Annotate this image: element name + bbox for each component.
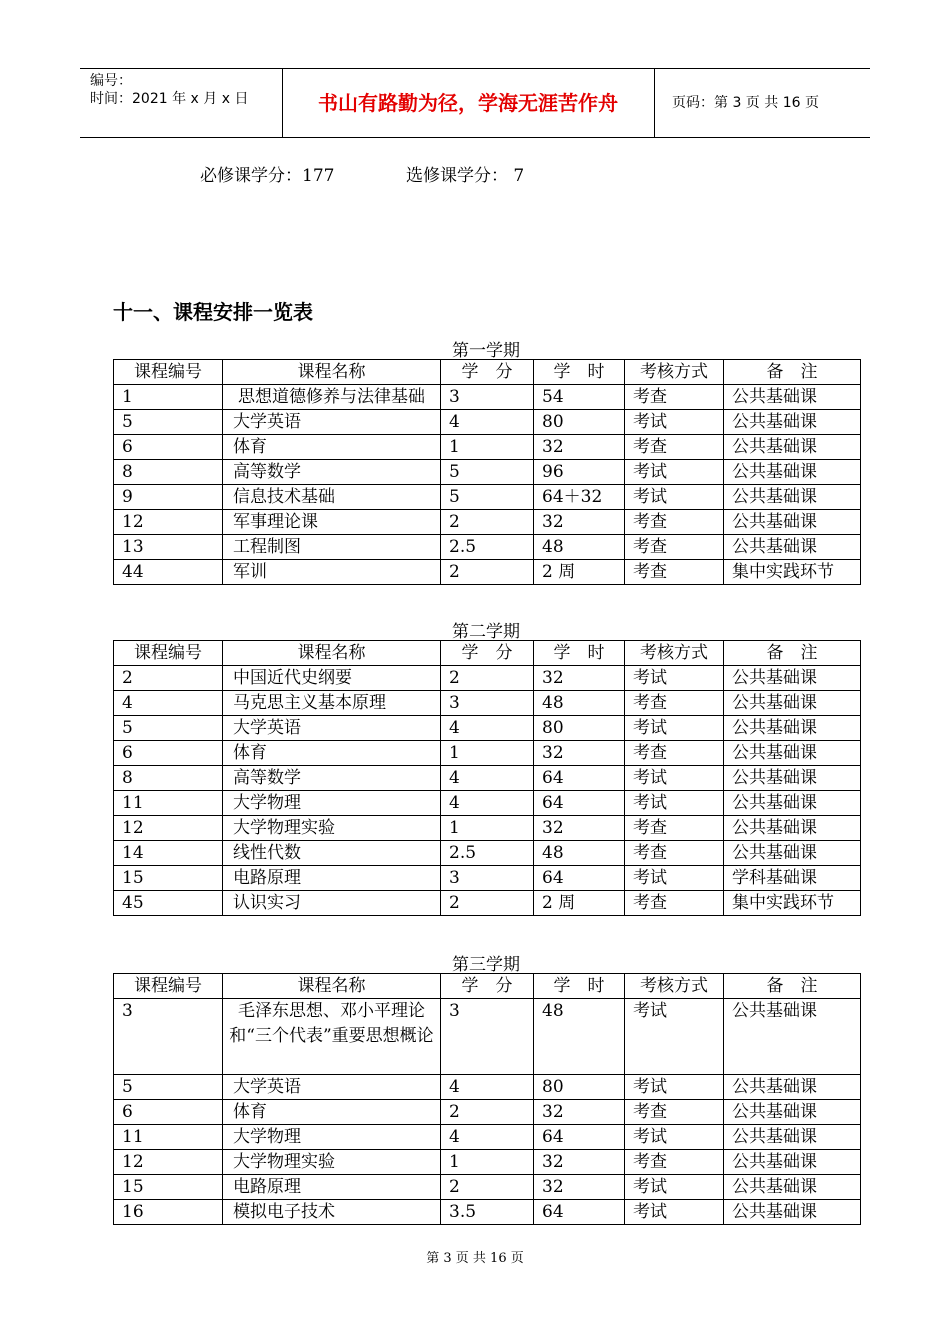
cell-remark: 公共基础课 bbox=[724, 1125, 861, 1150]
cell-course-id: 5 bbox=[114, 1075, 223, 1100]
cell-remark: 集中实践环节 bbox=[724, 560, 861, 585]
cell-course-name: 认识实习 bbox=[223, 891, 441, 916]
cell-remark: 公共基础课 bbox=[724, 1100, 861, 1125]
time-label: 时间：2021 年 x 月 x 日 bbox=[90, 91, 249, 107]
column-header-hours: 学 时 bbox=[534, 360, 625, 385]
table-row bbox=[114, 1175, 861, 1200]
column-header-course-name: 课程名称 bbox=[223, 974, 441, 999]
cell-remark: 公共基础课 bbox=[724, 1175, 861, 1200]
cell-remark: 公共基础课 bbox=[724, 535, 861, 560]
page-info-text: 页码：第 3 页 共 16 页 bbox=[672, 95, 819, 111]
cell-hours: 64 bbox=[534, 766, 625, 791]
cell-assessment: 考查 bbox=[625, 560, 724, 585]
cell-assessment: 考查 bbox=[625, 1100, 724, 1125]
column-header-course-id: 课程编号 bbox=[114, 641, 223, 666]
table-row bbox=[114, 510, 861, 535]
cell-credits: 2 bbox=[441, 666, 534, 691]
cell-credits: 4 bbox=[441, 1075, 534, 1100]
cell-hours: 64 bbox=[534, 1125, 625, 1150]
cell-hours: 32 bbox=[534, 1100, 625, 1125]
cell-hours: 32 bbox=[534, 510, 625, 535]
table-row bbox=[114, 560, 861, 585]
cell-course-id: 45 bbox=[114, 891, 223, 916]
column-header-assessment: 考核方式 bbox=[625, 641, 724, 666]
cell-credits: 2 bbox=[441, 891, 534, 916]
cell-credits: 3 bbox=[441, 999, 534, 1075]
cell-assessment: 考查 bbox=[625, 691, 724, 716]
cell-credits: 2 bbox=[441, 510, 534, 535]
cell-assessment: 考查 bbox=[625, 385, 724, 410]
cell-remark: 公共基础课 bbox=[724, 485, 861, 510]
cell-course-name: 电路原理 bbox=[223, 866, 441, 891]
header-meta bbox=[80, 69, 283, 137]
table-row bbox=[114, 891, 861, 916]
table-row bbox=[114, 716, 861, 741]
cell-course-name: 思想道德修养与法律基础 bbox=[223, 385, 441, 410]
cell-remark: 公共基础课 bbox=[724, 716, 861, 741]
table-row bbox=[114, 866, 861, 891]
cell-course-id: 5 bbox=[114, 410, 223, 435]
table-header-row bbox=[114, 641, 861, 666]
cell-hours: 64＋32 bbox=[534, 485, 625, 510]
cell-course-id: 3 bbox=[114, 999, 223, 1075]
cell-assessment: 考试 bbox=[625, 1175, 724, 1200]
cell-hours: 80 bbox=[534, 410, 625, 435]
column-header-hours: 学 时 bbox=[534, 641, 625, 666]
cell-remark: 公共基础课 bbox=[724, 666, 861, 691]
page-footer: 第 3 页 共 16 页 bbox=[426, 1251, 524, 1266]
cell-credits: 5 bbox=[441, 485, 534, 510]
cell-assessment: 考试 bbox=[625, 866, 724, 891]
cell-course-id: 6 bbox=[114, 741, 223, 766]
cell-course-id: 15 bbox=[114, 866, 223, 891]
cell-assessment: 考试 bbox=[625, 999, 724, 1075]
column-header-course-name: 课程名称 bbox=[223, 360, 441, 385]
cell-hours: 32 bbox=[534, 1150, 625, 1175]
cell-credits: 3.5 bbox=[441, 1200, 534, 1225]
column-header-course-id: 课程编号 bbox=[114, 360, 223, 385]
cell-assessment: 考试 bbox=[625, 485, 724, 510]
cell-course-id: 8 bbox=[114, 460, 223, 485]
cell-course-name: 马克思主义基本原理 bbox=[223, 691, 441, 716]
table-row bbox=[114, 1200, 861, 1225]
table-row bbox=[114, 741, 861, 766]
cell-hours: 64 bbox=[534, 791, 625, 816]
cell-remark: 学科基础课 bbox=[724, 866, 861, 891]
column-header-remark: 备 注 bbox=[724, 360, 861, 385]
cell-course-name: 体育 bbox=[223, 1100, 441, 1125]
cell-course-id: 4 bbox=[114, 691, 223, 716]
cell-course-name: 高等数学 bbox=[223, 766, 441, 791]
cell-course-id: 11 bbox=[114, 791, 223, 816]
cell-course-id: 6 bbox=[114, 435, 223, 460]
column-header-remark: 备 注 bbox=[724, 641, 861, 666]
cell-credits: 2.5 bbox=[441, 841, 534, 866]
cell-course-name: 军训 bbox=[223, 560, 441, 585]
cell-remark: 公共基础课 bbox=[724, 841, 861, 866]
cell-hours: 2 周 bbox=[534, 560, 625, 585]
page-header bbox=[80, 68, 870, 138]
cell-course-id: 16 bbox=[114, 1200, 223, 1225]
cell-course-name: 毛泽东思想、邓小平理论和“三个代表”重要思想概论 bbox=[223, 999, 441, 1075]
table-row bbox=[114, 666, 861, 691]
cell-course-id: 5 bbox=[114, 716, 223, 741]
cell-hours: 80 bbox=[534, 1075, 625, 1100]
cell-course-id: 13 bbox=[114, 535, 223, 560]
cell-assessment: 考试 bbox=[625, 460, 724, 485]
table-row bbox=[114, 766, 861, 791]
table-row bbox=[114, 460, 861, 485]
cell-remark: 公共基础课 bbox=[724, 510, 861, 535]
table-row bbox=[114, 535, 861, 560]
column-header-hours: 学 时 bbox=[534, 974, 625, 999]
cell-course-name: 工程制图 bbox=[223, 535, 441, 560]
cell-remark: 公共基础课 bbox=[724, 435, 861, 460]
cell-credits: 3 bbox=[441, 691, 534, 716]
cell-course-name: 大学物理 bbox=[223, 791, 441, 816]
cell-assessment: 考试 bbox=[625, 766, 724, 791]
cell-hours: 32 bbox=[534, 666, 625, 691]
term-title: 第二学期 bbox=[452, 622, 520, 642]
course-table-term-1 bbox=[113, 359, 861, 585]
cell-course-id: 9 bbox=[114, 485, 223, 510]
cell-course-id: 12 bbox=[114, 510, 223, 535]
cell-hours: 48 bbox=[534, 691, 625, 716]
cell-remark: 公共基础课 bbox=[724, 816, 861, 841]
table-row bbox=[114, 410, 861, 435]
cell-course-id: 11 bbox=[114, 1125, 223, 1150]
cell-course-name: 模拟电子技术 bbox=[223, 1200, 441, 1225]
serial-label: 编号： bbox=[90, 73, 132, 89]
cell-course-name: 大学英语 bbox=[223, 410, 441, 435]
cell-course-id: 15 bbox=[114, 1175, 223, 1200]
cell-assessment: 考试 bbox=[625, 1075, 724, 1100]
cell-course-id: 44 bbox=[114, 560, 223, 585]
table-row bbox=[114, 1150, 861, 1175]
cell-remark: 集中实践环节 bbox=[724, 891, 861, 916]
cell-credits: 2 bbox=[441, 560, 534, 585]
cell-credits: 5 bbox=[441, 460, 534, 485]
cell-course-id: 14 bbox=[114, 841, 223, 866]
cell-course-name: 高等数学 bbox=[223, 460, 441, 485]
table-row bbox=[114, 1100, 861, 1125]
cell-remark: 公共基础课 bbox=[724, 691, 861, 716]
cell-remark: 公共基础课 bbox=[724, 766, 861, 791]
cell-remark: 公共基础课 bbox=[724, 1150, 861, 1175]
cell-course-name: 电路原理 bbox=[223, 1175, 441, 1200]
column-header-course-id: 课程编号 bbox=[114, 974, 223, 999]
table-header-row bbox=[114, 360, 861, 385]
cell-hours: 32 bbox=[534, 435, 625, 460]
column-header-credits: 学 分 bbox=[441, 641, 534, 666]
cell-course-name: 中国近代史纲要 bbox=[223, 666, 441, 691]
cell-assessment: 考查 bbox=[625, 510, 724, 535]
section-title: 十一、课程安排一览表 bbox=[113, 300, 313, 324]
cell-remark: 公共基础课 bbox=[724, 410, 861, 435]
cell-hours: 32 bbox=[534, 816, 625, 841]
column-header-assessment: 考核方式 bbox=[625, 974, 724, 999]
cell-remark: 公共基础课 bbox=[724, 791, 861, 816]
cell-hours: 64 bbox=[534, 866, 625, 891]
cell-assessment: 考查 bbox=[625, 741, 724, 766]
cell-credits: 1 bbox=[441, 1150, 534, 1175]
cell-hours: 64 bbox=[534, 1200, 625, 1225]
cell-course-id: 8 bbox=[114, 766, 223, 791]
table-row bbox=[114, 435, 861, 460]
cell-course-name: 线性代数 bbox=[223, 841, 441, 866]
table-row bbox=[114, 841, 861, 866]
term-title: 第三学期 bbox=[452, 955, 520, 975]
cell-assessment: 考试 bbox=[625, 666, 724, 691]
cell-credits: 4 bbox=[441, 791, 534, 816]
cell-assessment: 考查 bbox=[625, 435, 724, 460]
cell-course-name: 体育 bbox=[223, 741, 441, 766]
cell-assessment: 考查 bbox=[625, 1150, 724, 1175]
table-row bbox=[114, 485, 861, 510]
term-title: 第一学期 bbox=[452, 341, 520, 361]
table-row bbox=[114, 691, 861, 716]
cell-hours: 48 bbox=[534, 999, 625, 1075]
cell-credits: 2 bbox=[441, 1100, 534, 1125]
table-row bbox=[114, 385, 861, 410]
cell-credits: 4 bbox=[441, 766, 534, 791]
cell-course-name: 大学英语 bbox=[223, 716, 441, 741]
cell-credits: 2.5 bbox=[441, 535, 534, 560]
course-table-term-3 bbox=[113, 973, 861, 1225]
cell-credits: 1 bbox=[441, 435, 534, 460]
cell-assessment: 考查 bbox=[625, 841, 724, 866]
cell-assessment: 考试 bbox=[625, 1125, 724, 1150]
cell-assessment: 考试 bbox=[625, 716, 724, 741]
table-row bbox=[114, 791, 861, 816]
column-header-course-name: 课程名称 bbox=[223, 641, 441, 666]
cell-course-name: 体育 bbox=[223, 435, 441, 460]
table-row bbox=[114, 1125, 861, 1150]
column-header-remark: 备 注 bbox=[724, 974, 861, 999]
cell-assessment: 考试 bbox=[625, 791, 724, 816]
column-header-credits: 学 分 bbox=[441, 360, 534, 385]
table-row bbox=[114, 999, 861, 1075]
header-motto: 书山有路勤为径，学海无涯苦作舟 bbox=[282, 69, 655, 137]
cell-course-name: 信息技术基础 bbox=[223, 485, 441, 510]
table-header-row bbox=[114, 974, 861, 999]
table-row bbox=[114, 816, 861, 841]
cell-remark: 公共基础课 bbox=[724, 385, 861, 410]
header-page-info bbox=[664, 69, 870, 137]
cell-course-id: 6 bbox=[114, 1100, 223, 1125]
cell-course-id: 1 bbox=[114, 385, 223, 410]
cell-remark: 公共基础课 bbox=[724, 741, 861, 766]
elective-credits: 选修课学分： 7 bbox=[406, 166, 525, 186]
cell-hours: 48 bbox=[534, 841, 625, 866]
cell-remark: 公共基础课 bbox=[724, 999, 861, 1075]
cell-course-name: 军事理论课 bbox=[223, 510, 441, 535]
cell-course-id: 12 bbox=[114, 1150, 223, 1175]
cell-assessment: 考试 bbox=[625, 1200, 724, 1225]
column-header-credits: 学 分 bbox=[441, 974, 534, 999]
cell-hours: 54 bbox=[534, 385, 625, 410]
cell-course-id: 2 bbox=[114, 666, 223, 691]
course-table-term-2 bbox=[113, 640, 861, 916]
cell-assessment: 考试 bbox=[625, 410, 724, 435]
table-row bbox=[114, 1075, 861, 1100]
cell-assessment: 考查 bbox=[625, 891, 724, 916]
cell-hours: 96 bbox=[534, 460, 625, 485]
required-credits: 必修课学分：177 bbox=[200, 166, 335, 186]
cell-credits: 1 bbox=[441, 816, 534, 841]
cell-course-name: 大学物理实验 bbox=[223, 1150, 441, 1175]
cell-course-name: 大学物理实验 bbox=[223, 816, 441, 841]
cell-credits: 2 bbox=[441, 1175, 534, 1200]
cell-credits: 1 bbox=[441, 741, 534, 766]
cell-hours: 80 bbox=[534, 716, 625, 741]
cell-hours: 32 bbox=[534, 1175, 625, 1200]
cell-remark: 公共基础课 bbox=[724, 1200, 861, 1225]
cell-assessment: 考查 bbox=[625, 535, 724, 560]
cell-hours: 32 bbox=[534, 741, 625, 766]
cell-credits: 3 bbox=[441, 385, 534, 410]
cell-course-id: 12 bbox=[114, 816, 223, 841]
column-header-assessment: 考核方式 bbox=[625, 360, 724, 385]
cell-hours: 48 bbox=[534, 535, 625, 560]
cell-remark: 公共基础课 bbox=[724, 1075, 861, 1100]
cell-credits: 4 bbox=[441, 1125, 534, 1150]
cell-hours: 2 周 bbox=[534, 891, 625, 916]
cell-assessment: 考查 bbox=[625, 816, 724, 841]
cell-credits: 4 bbox=[441, 716, 534, 741]
cell-credits: 3 bbox=[441, 866, 534, 891]
cell-course-name: 大学物理 bbox=[223, 1125, 441, 1150]
cell-course-name: 大学英语 bbox=[223, 1075, 441, 1100]
cell-remark: 公共基础课 bbox=[724, 460, 861, 485]
cell-credits: 4 bbox=[441, 410, 534, 435]
